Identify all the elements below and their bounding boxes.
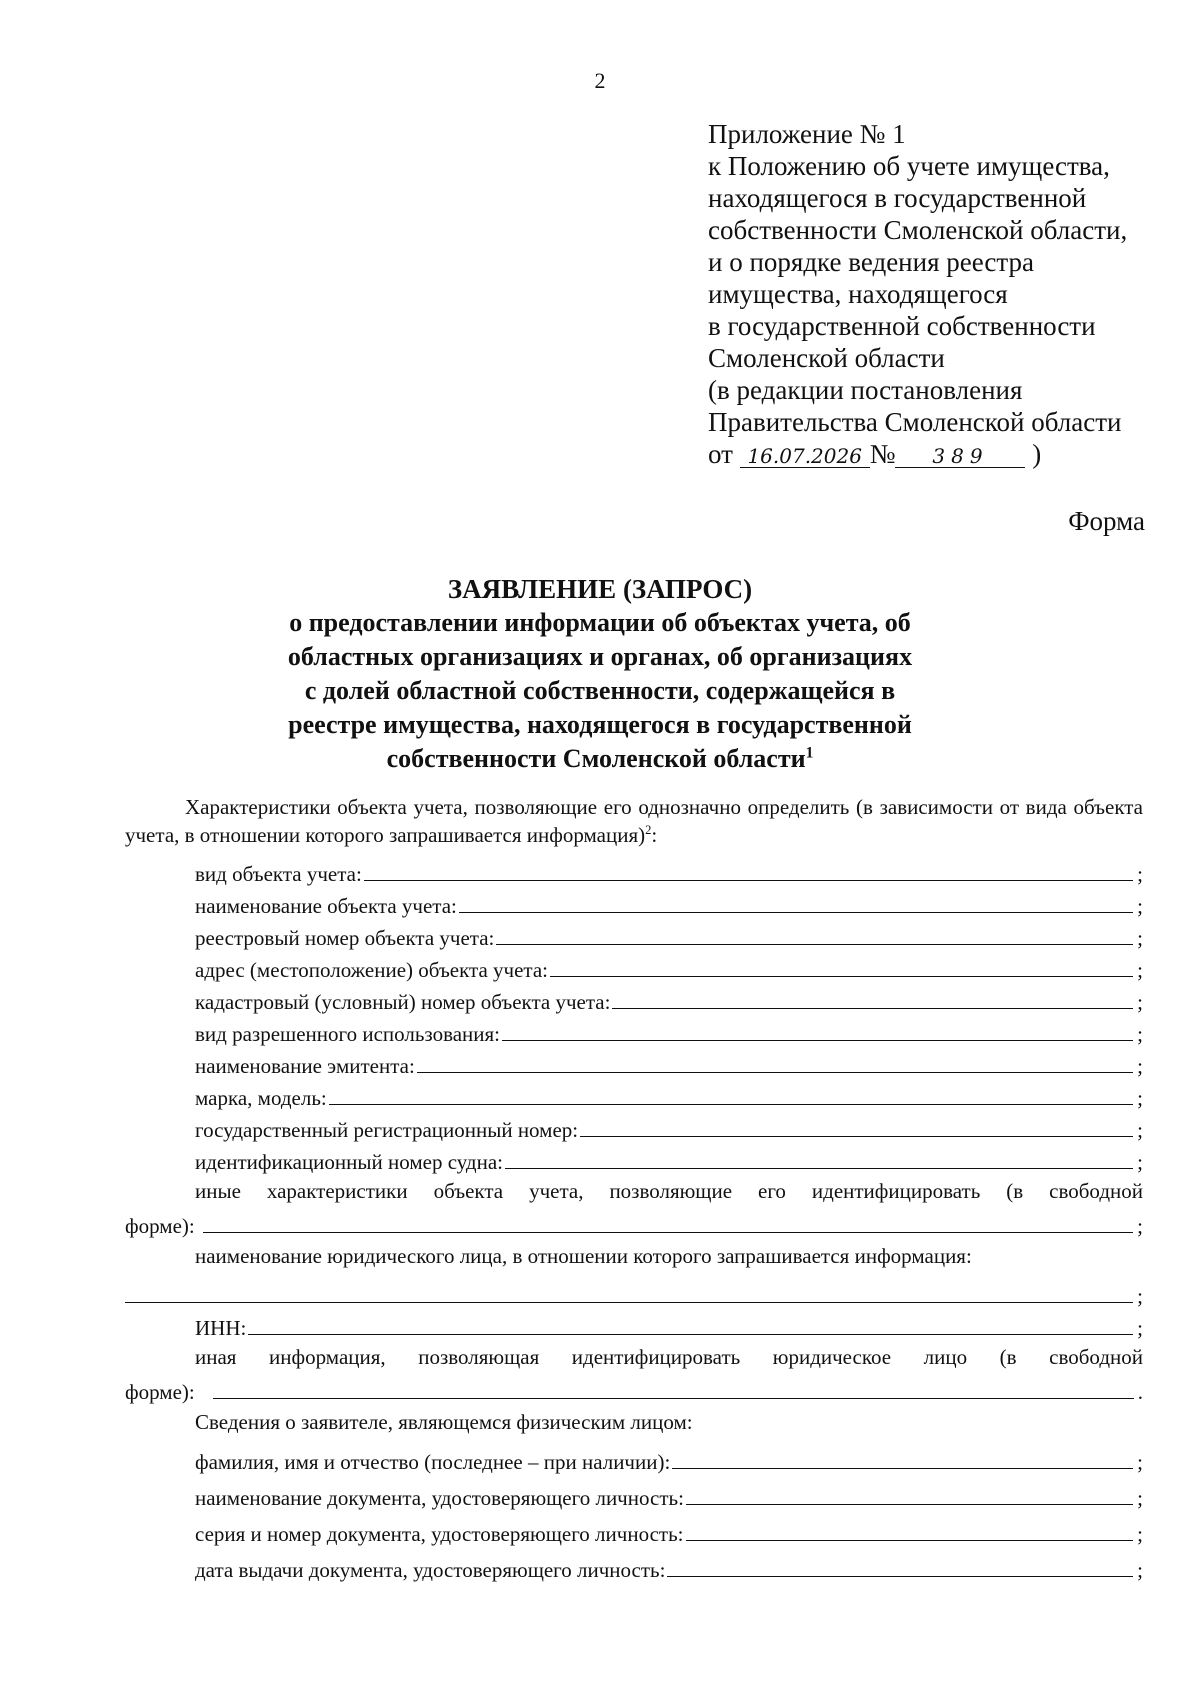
field-continuation (125, 1273, 1143, 1309)
form-body (125, 793, 1143, 1583)
field-address (125, 951, 1143, 983)
appendix-line: собственности Смоленской области, (708, 215, 1128, 245)
field-registration-number (125, 1111, 1143, 1143)
field-end: ; (1137, 1450, 1143, 1474)
appendix-header (708, 118, 1158, 470)
fill-line[interactable] (417, 1072, 1133, 1073)
fill-line[interactable] (125, 1302, 1133, 1303)
field-registry-number (125, 919, 1143, 951)
document-title (180, 572, 1020, 776)
field-label: государственный регистрационный номер: (195, 1118, 579, 1142)
fill-line[interactable] (505, 1168, 1133, 1169)
fill-line[interactable] (502, 1040, 1133, 1041)
field-end: ; (1137, 862, 1143, 886)
field-legal-entity-name (125, 1239, 1143, 1309)
handwritten-date: 16.07.2026 (740, 445, 870, 468)
fill-line[interactable] (686, 1504, 1133, 1505)
field-label: фамилия, имя и отчество (последнее – при наличии): (195, 1450, 671, 1474)
field-other-object-characteristics (125, 1175, 1143, 1239)
field-cadastral-number (125, 983, 1143, 1015)
field-label: кадастровый (условный) номер объекта учета: (195, 990, 611, 1014)
field-continuation (125, 1373, 1143, 1405)
intro-paragraph (125, 793, 1143, 849)
field-label: вид разрешенного использования: (195, 1022, 501, 1046)
field-end: ; (1137, 1284, 1143, 1308)
field-label: наименование объекта учета: (195, 894, 457, 918)
appendix-line: к Положению об учете имущества, (708, 151, 1110, 181)
field-end: . (1137, 1380, 1143, 1404)
fill-line[interactable] (612, 1008, 1133, 1009)
fill-line[interactable] (213, 1398, 1134, 1399)
fill-line[interactable] (580, 1136, 1133, 1137)
title-line: реестре имущества, находящегося в государственной (288, 710, 912, 739)
fill-line[interactable] (364, 880, 1133, 881)
field-end: ; (1137, 1086, 1143, 1110)
footnote-marker: 1 (805, 744, 814, 762)
appendix-line: Правительства Смоленской области (708, 407, 1122, 437)
field-end: ; (1137, 958, 1143, 982)
fill-line[interactable] (672, 1468, 1133, 1469)
field-label: идентификационный номер судна: (195, 1150, 503, 1174)
field-label: дата выдачи документа, удостоверяющего личность: (195, 1558, 666, 1582)
field-label: серия и номер документа, удостоверяющего личность: (195, 1522, 684, 1546)
field-make-model (125, 1079, 1143, 1111)
field-end: ; (1137, 1214, 1143, 1238)
field-label: форме): (125, 1214, 195, 1238)
fill-line[interactable] (248, 1334, 1133, 1335)
field-inn (125, 1309, 1143, 1341)
field-object-name (125, 887, 1143, 919)
appendix-line: и о порядке ведения реестра (708, 247, 1034, 277)
intro-suffix: : (651, 823, 658, 847)
appendix-line: в государственной собственности (708, 311, 1096, 341)
title-line: областных организациях и органах, об организациях (287, 642, 913, 671)
field-end: ; (1137, 1486, 1143, 1510)
field-end: ; (1137, 990, 1143, 1014)
field-label: вид объекта учета: (195, 862, 362, 886)
fill-line[interactable] (550, 976, 1133, 977)
fill-line[interactable] (329, 1104, 1133, 1105)
appendix-line: Смоленской области (708, 343, 945, 373)
field-permitted-use (125, 1015, 1143, 1047)
field-id-document-series-number (125, 1511, 1143, 1547)
field-vessel-id (125, 1143, 1143, 1175)
field-label: наименование юридического лица, в отношении которого запрашивается информация: (195, 1244, 972, 1268)
field-end: ; (1137, 926, 1143, 950)
field-end: ; (1137, 1054, 1143, 1078)
appendix-line: имущества, находящегося (708, 279, 1008, 309)
field-id-document-issue-date (125, 1547, 1143, 1583)
field-end: ; (1137, 1316, 1143, 1340)
field-object-type (125, 855, 1143, 887)
field-label: наименование эмитента: (195, 1054, 415, 1078)
footnote-marker: 2 (645, 823, 652, 837)
field-other-legal-info (125, 1341, 1143, 1405)
field-continuation (125, 1207, 1143, 1239)
field-end: ; (1137, 1558, 1143, 1582)
field-label: наименование документа, удостоверяющего личность: (195, 1486, 684, 1510)
number-sign: № (869, 439, 896, 469)
fill-line[interactable] (667, 1576, 1133, 1577)
fill-line[interactable] (686, 1540, 1134, 1541)
decree-reference (708, 438, 1158, 470)
fill-line[interactable] (203, 1232, 1133, 1233)
field-label: ИНН: (195, 1316, 247, 1340)
title-line: собственности Смоленской области (386, 744, 806, 773)
title-line: о предоставлении информации об объектах учета, об (289, 608, 911, 637)
from-prefix: от (708, 439, 733, 469)
handwritten-number: 389 (895, 445, 1025, 468)
intro-text: Характеристики объекта учета, позволяющие его однозначно определить (в зависимости от вида объекта учета, в отношении которого запрашивается информация) (125, 795, 1143, 847)
field-label: иная информация, позволяющая идентифицировать юридическое лицо (в свободной (195, 1345, 1143, 1369)
field-end: ; (1137, 1118, 1143, 1142)
field-end: ; (1137, 1522, 1143, 1546)
field-applicant-full-name (125, 1439, 1143, 1475)
title-last-line (180, 742, 1020, 776)
field-label: адрес (местоположение) объекта учета: (195, 958, 549, 982)
field-issuer-name (125, 1047, 1143, 1079)
page-number: 2 (594, 68, 606, 93)
title-line: с долей областной собственности, содержащейся в (304, 676, 896, 705)
appendix-line: (в редакции постановления (708, 375, 1023, 405)
title-main: ЗАЯВЛЕНИЕ (ЗАПРОС) (447, 574, 753, 604)
field-label: иные характеристики объекта учета, позволяющие его идентифицировать (в свободной (195, 1179, 1143, 1203)
field-label: марка, модель: (195, 1086, 327, 1110)
fill-line[interactable] (459, 912, 1133, 913)
form-label: Форма (1068, 506, 1145, 536)
field-label: форме): (125, 1380, 195, 1404)
appendix-line: Приложение № 1 (708, 119, 906, 149)
field-end: ; (1137, 1022, 1143, 1046)
appendix-line: находящегося в государственной (708, 183, 1087, 213)
field-end: ; (1137, 1150, 1143, 1174)
field-end: ; (1137, 894, 1143, 918)
field-id-document-name (125, 1475, 1143, 1511)
field-label: реестровый номер объекта учета: (195, 926, 495, 950)
closing-paren: ) (1032, 439, 1042, 469)
applicant-heading: Сведения о заявителе, являющемся физическим лицом: (195, 1410, 693, 1434)
fill-line[interactable] (496, 944, 1133, 945)
